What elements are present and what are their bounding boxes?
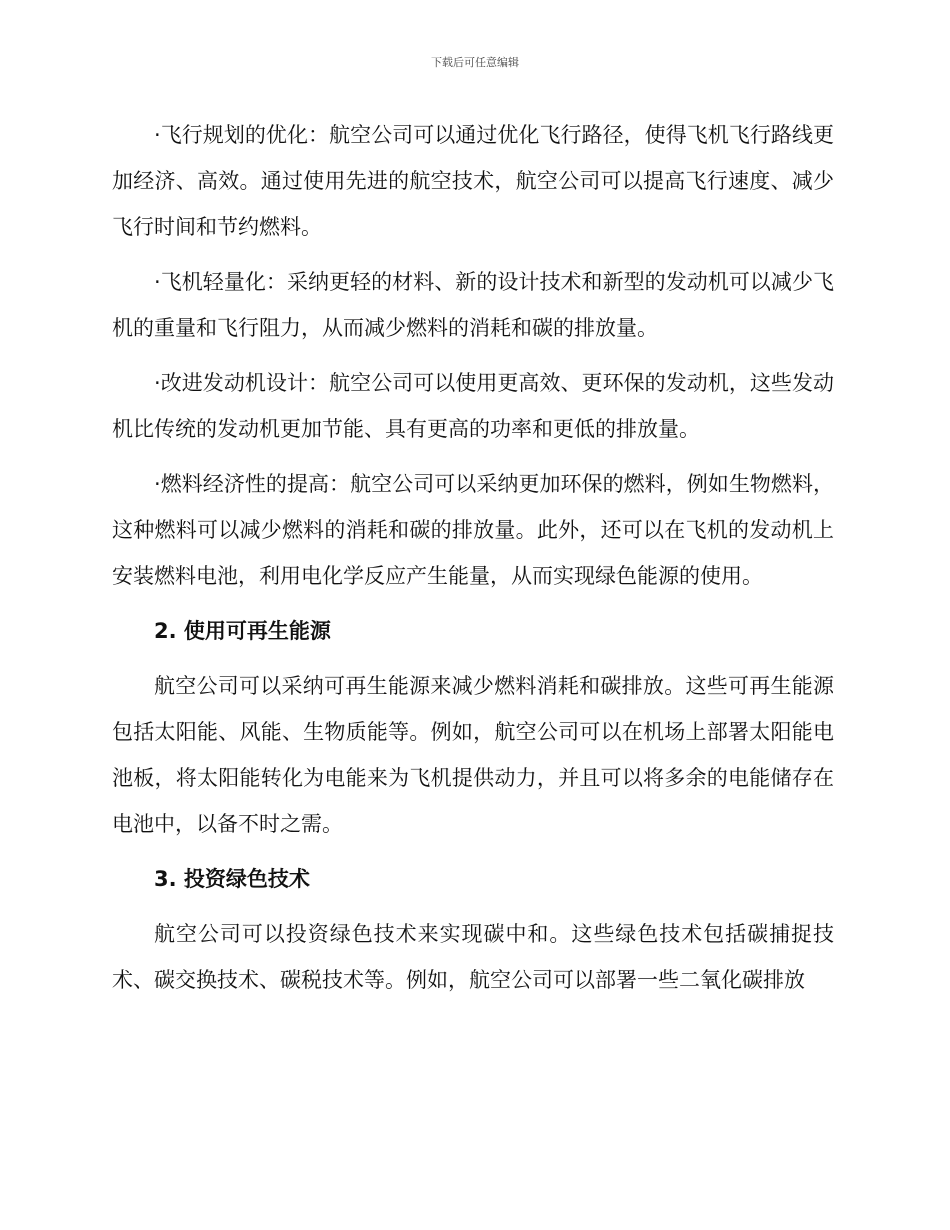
bullet-paragraph-engine-design: ·改进发动机设计：航空公司可以使用更高效、更环保的发动机，这些发动机比传统的发动机更加节能、具有更高的功率和更低的排放量。 <box>112 371 834 441</box>
section-heading-green-tech: 3. 投资绿色技术 <box>154 867 310 891</box>
section-heading-renewable: 2. 使用可再生能源 <box>154 619 331 643</box>
document-body <box>112 112 834 1012</box>
bullet-paragraph-lightweight: ·飞机轻量化：采纳更轻的材料、新的设计技术和新型的发动机可以减少飞机的重量和飞行阻力，从而减少燃料的消耗和碳的排放量。 <box>112 270 834 340</box>
section-body-renewable: 航空公司可以采纳可再生能源来减少燃料消耗和碳排放。这些可再生能源包括太阳能、风能、生物质能等。例如，航空公司可以在机场上部署太阳能电池板，将太阳能转化为电能来为飞机提供动力，并且可以将多余的电能储存在电池中，以备不时之需。 <box>112 674 834 836</box>
section-body-green-tech: 航空公司可以投资绿色技术来实现碳中和。这些绿色技术包括碳捕捉技术、碳交换技术、碳税技术等。例如，航空公司可以部署一些二氧化碳排放 <box>112 922 834 992</box>
page-header: 下载后可任意编辑 <box>431 56 519 69</box>
bullet-paragraph-flight-planning: ·飞行规划的优化：航空公司可以通过优化飞行路径，使得飞机飞行路线更加经济、高效。通过使用先进的航空技术，航空公司可以提高飞行速度、减少飞行时间和节约燃料。 <box>112 123 834 239</box>
bullet-paragraph-fuel-economy: ·燃料经济性的提高：航空公司可以采纳更加环保的燃料，例如生物燃料，这种燃料可以减少燃料的消耗和碳的排放量。此外，还可以在飞机的发动机上安装燃料电池，利用电化学反应产生能量，从而实现绿色能源的使用。 <box>112 472 834 588</box>
